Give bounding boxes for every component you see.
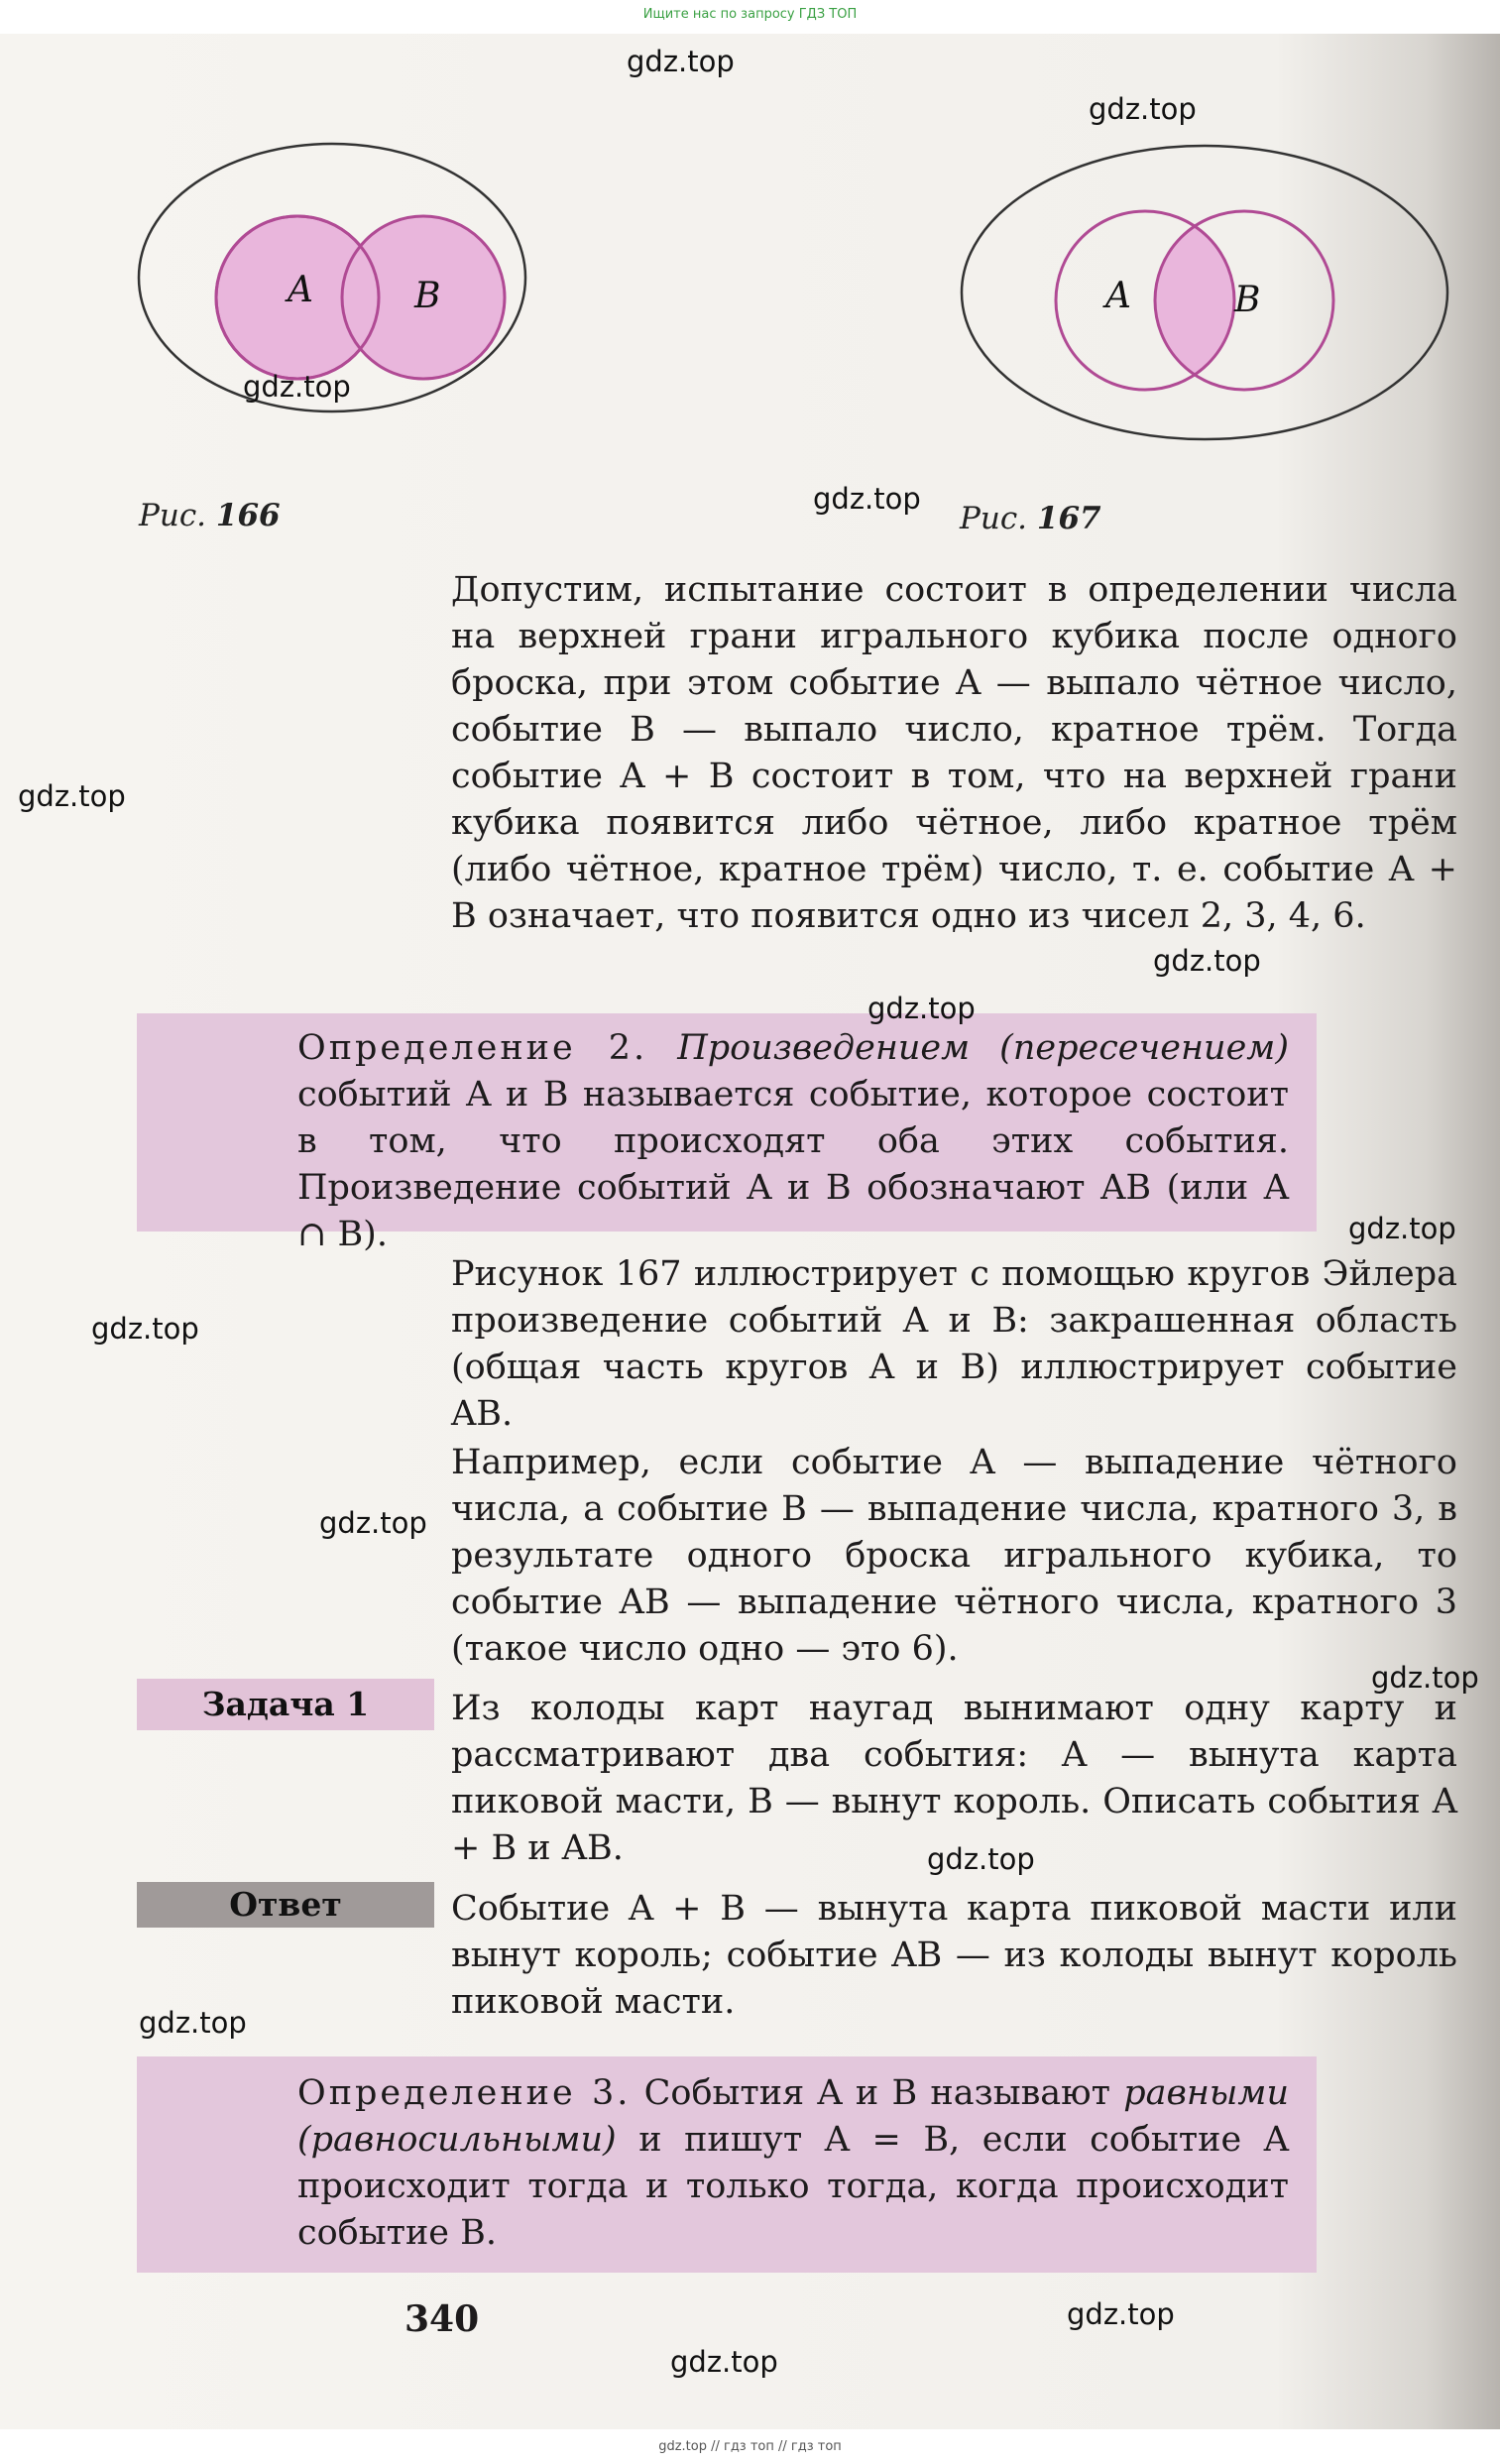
watermark: gdz.top — [1089, 92, 1197, 126]
definition-3-box — [137, 2056, 1317, 2273]
figure-166-caption: Рис. 166 — [139, 498, 281, 533]
watermark: gdz.top — [18, 779, 126, 813]
watermark: gdz.top — [91, 1312, 199, 1346]
answer-label: Ответ — [137, 1882, 434, 1928]
set-a-label-166: A — [288, 270, 313, 310]
watermark: gdz.top — [813, 482, 921, 516]
watermark: gdz.top — [1153, 944, 1261, 978]
page-number: 340 — [404, 2298, 480, 2340]
watermark: gdz.top — [243, 370, 351, 404]
watermark: gdz.top — [670, 2345, 778, 2379]
watermark: gdz.top — [627, 45, 735, 78]
paragraph-figure-167: Рисунок 167 иллюстрирует с помощью кругов Эйлера произведение событий A и B: закрашенная область (общая часть кругов A и B) иллюстрирует событие AB. — [451, 1254, 1457, 1434]
watermark: gdz.top — [319, 1506, 427, 1540]
paragraph-example-ab: Например, если событие A — выпадение чётного числа, а событие B — выпадение числа, кратного 3, в результате одного броска игрального кубика, то событие AB — выпадение чётного числа, кратного 3 (такое число одно — это 6). — [451, 1443, 1457, 1669]
task-1-text: Из колоды карт наугад вынимают одну карту и рассматривают два события: A — вынута карта пиковой масти, B — вынут король. Описать события A + B и AB. — [451, 1689, 1457, 1868]
watermark: gdz.top — [1371, 1661, 1479, 1695]
set-a-label-167: A — [1105, 276, 1131, 316]
task-1-label: Задача 1 — [137, 1679, 434, 1730]
watermark: gdz.top — [1348, 1212, 1456, 1245]
watermark: gdz.top — [1067, 2297, 1175, 2331]
watermark: gdz.top — [139, 2006, 247, 2040]
definition-2-box — [137, 1013, 1317, 1254]
bottom-banner[interactable]: gdz.top // гдз топ // гдз топ — [0, 2429, 1500, 2464]
set-b-label-166: B — [414, 276, 441, 316]
watermark: gdz.top — [927, 1842, 1035, 1876]
figure-167-caption: Рис. 167 — [960, 501, 1101, 536]
definition-3-text: Определение 3. События A и B называют равными (равносильными) и пишут A = B, если событие A происходит тогда и только тогда, когда происходит событие B. — [297, 2073, 1289, 2253]
answer-text: Событие A + B — вынута карта пиковой масти или вынут король; событие AB — из колоды вынут король пиковой масти. — [451, 1889, 1457, 2022]
figure-167-euler-diagram — [957, 139, 1462, 446]
definition-2-text: Определение 2. Произведением (пересечением) событий A и B называется событие, которое состоит в том, что происходят оба этих события. Произведение событий A и B обозначают AB (или A ∩ B). — [297, 1028, 1289, 1254]
top-banner[interactable]: Ищите нас по запросу ГДЗ ТОП — [0, 0, 1500, 34]
watermark: gdz.top — [867, 992, 976, 1025]
paragraph-dice-example: Допустим, испытание состоит в определении числа на верхней грани игрального кубика после одного броска, при этом событие A — выпало чётное число, событие B — выпало число, кратное трём. Тогда событие A + B состоит в том, что на верхней грани кубика появится либо чётное, либо кратное трём (либо чётное, кратное трём) число, т. е. событие A + B означает, что появится одно из чисел 2, 3, 4, 6. — [451, 570, 1457, 936]
set-b-label-167: B — [1234, 280, 1261, 320]
